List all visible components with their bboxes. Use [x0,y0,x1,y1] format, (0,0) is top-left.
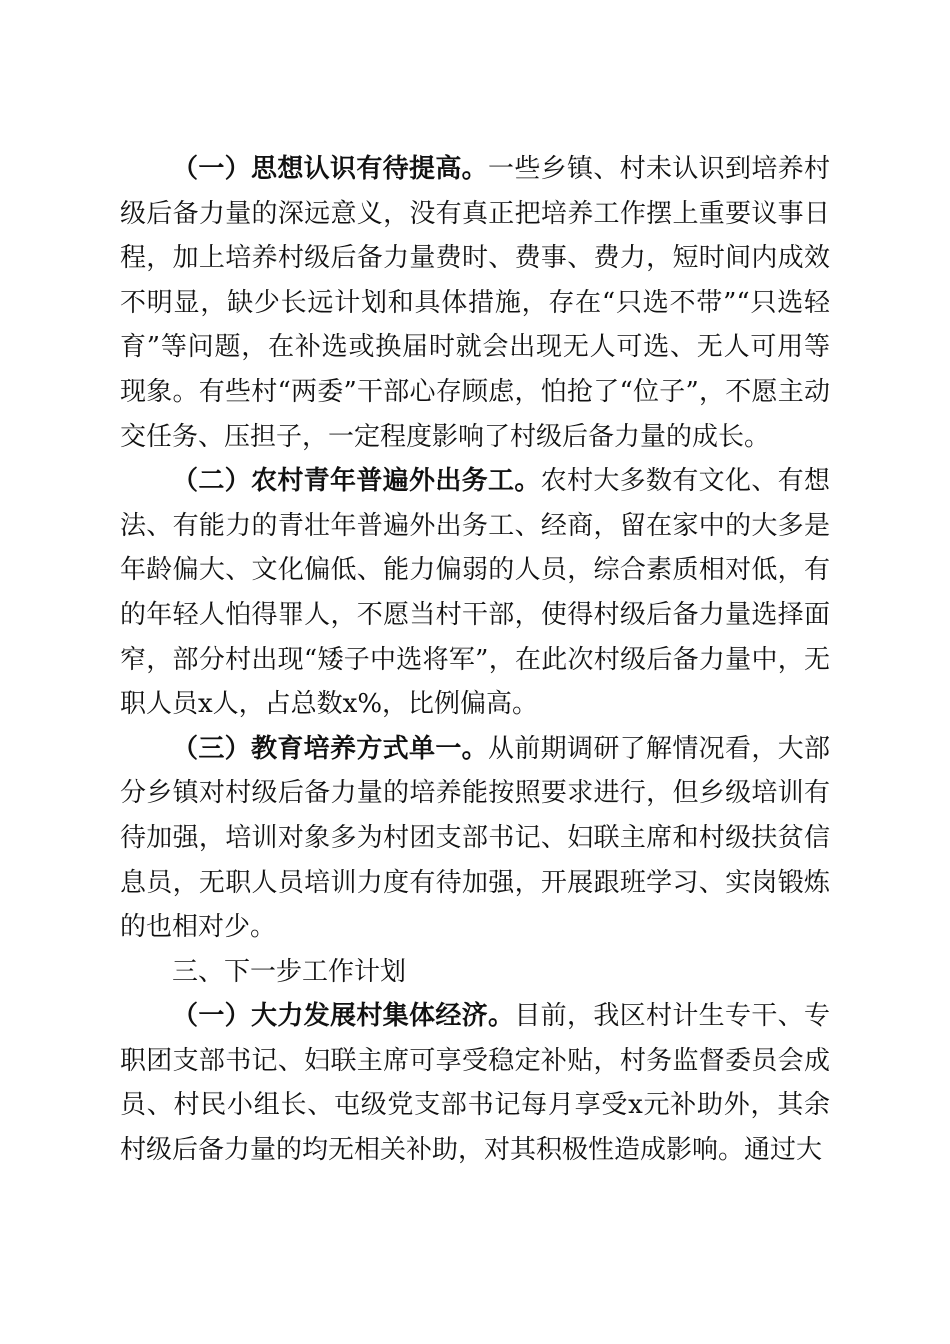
paragraph-youth-migrant-work [120,459,830,727]
document-page [120,147,830,1173]
paragraph-lead: （一）思想认识有待提高。 [172,154,488,184]
section-heading: 三、下一步工作计划 [172,956,407,987]
paragraph-lead: （二）农村青年普遍外出务工。 [172,466,541,497]
paragraph-collective-economy [120,994,830,1172]
paragraph-thinking-awareness [120,147,830,459]
paragraph-text: 目前，我区村计生专干、专职团支部书记、妇联主席可享受稳定补贴，村务监督委员会成员、村民小组长、屯级党支部书记每月享受x元补助外，其余村级后备力量的均无相关补助，对其积极性造成影响。通过大 [120,1001,830,1166]
paragraph-text: 从前期调研了解情况看，大部分乡镇对村级后备力量的培养能按照要求进行，但乡级培训有待加强，培训对象多为村团支部书记、妇联主席和村级扶贫信息员，无职人员培训力度有待加强，开展跟班学习、实岗锻炼的也相对少。 [120,733,830,943]
paragraph-text: 一些乡镇、村未认识到培养村级后备力量的深远意义，没有真正把培养工作摆上重要议事日程，加上培养村级后备力量费时、费事、费力，短时间内成效不明显，缺少长远计划和具体措施，存在“只选不带”“只选轻育”等问题，在补选或换届时就会出现无人可选、无人可用等现象。有些村“两委”干部心存顾虑，怕抢了“位子”，不愿主动交任务、压担子，一定程度影响了村级后备力量的成长。 [120,154,830,452]
paragraph-lead: （一）大力发展村集体经济。 [172,1001,515,1032]
paragraph-text: 农村大多数有文化、有想法、有能力的青壮年普遍外出务工、经商，留在家中的大多是年龄偏大、文化偏低、能力偏弱的人员，综合素质相对低，有的年轻人怕得罪人，不愿当村干部，使得村级后备力量选择面窄，部分村出现“矮子中选将军”，在此次村级后备力量中，无职人员x人，占总数x%，比例偏高。 [120,466,830,720]
paragraph-training-methods [120,727,830,950]
paragraph-lead: （三）教育培养方式单一。 [172,733,488,764]
